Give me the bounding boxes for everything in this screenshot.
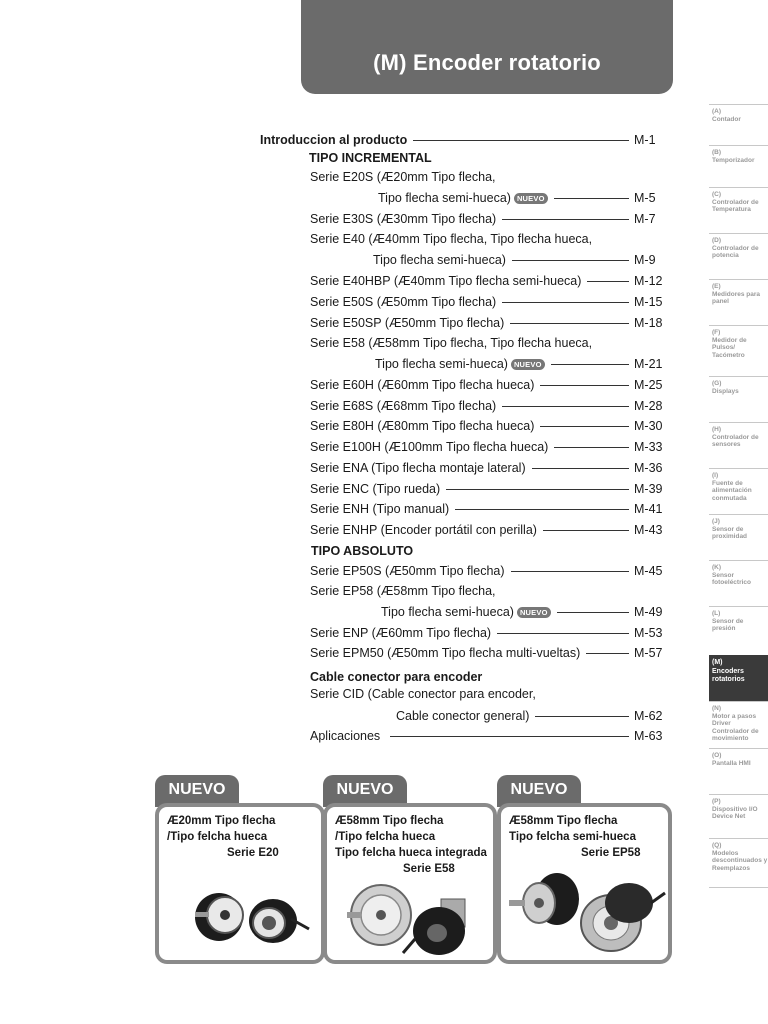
toc-entry-e20s[interactable] (378, 189, 668, 207)
toc-entry-e68s[interactable] (310, 397, 668, 415)
toc-page-number: M-15 (634, 295, 663, 309)
sidebar-tab-n[interactable] (709, 701, 768, 748)
sidebar-tab-code: (A) (712, 108, 722, 115)
card-tab-new: NUEVO (155, 775, 239, 807)
leader-line (532, 468, 629, 469)
leader-line (551, 364, 629, 365)
toc-entry-e50sp[interactable] (310, 314, 668, 332)
toc-entry-enh[interactable] (310, 500, 668, 518)
sidebar-tab-label: Medidor de Pulsos/ Tacómetro (712, 336, 747, 359)
sidebar-tab-q[interactable] (709, 838, 768, 888)
toc-entry-label: Serie E60H (Æ60mm Tipo flecha hueca) (310, 378, 535, 392)
toc-page-number: M-49 (634, 605, 663, 619)
sidebar-tab-label: Pantalla HMI (712, 759, 751, 767)
sidebar-tab-label: Controlador de potencia (712, 244, 759, 259)
leader-line (587, 281, 629, 282)
new-badge: NUEVO (511, 359, 545, 370)
encoder-ep58-image (507, 867, 667, 957)
chapter-title: (M) Encoder rotatorio (373, 50, 601, 75)
sidebar-tab-code: (L) (712, 610, 721, 617)
sidebar-tab-p[interactable] (709, 794, 768, 838)
toc-entry-label: Serie E100H (Æ100mm Tipo flecha hueca) (310, 440, 549, 454)
toc-entry-label: Serie EP50S (Æ50mm Tipo flecha) (310, 564, 505, 578)
toc-entry-ep50s[interactable] (310, 562, 668, 580)
toc-entry-label: Serie E50S (Æ50mm Tipo flecha) (310, 295, 497, 309)
toc-entry-label: Serie EPM50 (Æ50mm Tipo flecha multi-vueltas) (310, 646, 581, 660)
toc-page-number: M-45 (634, 564, 663, 578)
toc-entry-label: Serie ENA (Tipo flecha montaje lateral) (310, 461, 526, 475)
card-line: /Tipo felcha hueca (167, 831, 268, 843)
product-card-ep58[interactable] (497, 803, 672, 964)
toc-entry-label: Cable conector general) (396, 709, 530, 723)
new-badge: NUEVO (514, 193, 548, 204)
sidebar-tab-h[interactable] (709, 422, 768, 468)
toc-entry-line: Serie CID (Cable conector para encoder, (310, 687, 536, 701)
toc-entry-label: Serie E80H (Æ80mm Tipo flecha hueca) (310, 419, 535, 433)
sidebar-tab-code: (E) (712, 283, 721, 290)
leader-line (554, 447, 629, 448)
toc-page-number: M-7 (634, 212, 656, 226)
sidebar-tab-label: Modelos descontinuados y Reemplazos (712, 849, 768, 872)
leader-line (510, 323, 629, 324)
sidebar-tab-code: (J) (712, 518, 720, 525)
sidebar-tab-code: (H) (712, 426, 722, 433)
toc-entry-e40hbp[interactable] (310, 272, 668, 290)
leader-line (557, 612, 629, 613)
card-series: Serie E58 (403, 863, 455, 875)
toc-entry-label: Serie ENHP (Encoder portátil con perilla) (310, 523, 537, 537)
toc-entry-epm50[interactable] (310, 644, 668, 662)
toc-entry-label: Serie E30S (Æ30mm Tipo flecha) (310, 212, 497, 226)
toc-entry-enc[interactable] (310, 480, 668, 498)
card-series: Serie E20 (227, 847, 279, 859)
sidebar-tab-m[interactable] (709, 655, 768, 701)
sidebar-tab-code: (P) (712, 798, 721, 805)
product-card-e20[interactable] (155, 803, 325, 964)
sidebar-tab-label: Temporizador (712, 156, 755, 164)
toc-page-number: M-57 (634, 646, 663, 660)
sidebar-tab-code: (G) (712, 380, 722, 387)
sidebar-tab-a[interactable] (709, 104, 768, 145)
sidebar-tab-code: (I) (712, 472, 719, 479)
section-heading-absolute: TIPO ABSOLUTO (311, 544, 414, 558)
leader-line (554, 198, 629, 199)
sidebar-tab-b[interactable] (709, 145, 768, 187)
sidebar-tab-code: (B) (712, 149, 722, 156)
toc-entry-e40[interactable] (373, 251, 668, 269)
toc-page-number: M-36 (634, 461, 663, 475)
sidebar-tab-code: (Q) (712, 842, 722, 849)
sidebar-tab-l[interactable] (709, 606, 768, 655)
toc-entry-enp[interactable] (310, 624, 668, 642)
card-tab-new: NUEVO (323, 775, 407, 807)
sidebar-tab-label: Contador (712, 115, 741, 123)
sidebar-tab-i[interactable] (709, 468, 768, 514)
toc-entry-label: Serie ENC (Tipo rueda) (310, 482, 441, 496)
toc-entry-label: Serie ENH (Tipo manual) (310, 502, 450, 516)
toc-entry-label: Serie ENP (Æ60mm Tipo flecha) (310, 626, 492, 640)
card-line: Æ58mm Tipo flecha (335, 815, 444, 827)
toc-page-number: M-28 (634, 399, 663, 413)
toc-page-number: M-12 (634, 274, 663, 288)
toc-entry-ena[interactable] (310, 459, 668, 477)
leader-line (497, 633, 629, 634)
sidebar-tab-code: (K) (712, 564, 722, 571)
toc-page-number: M-25 (634, 378, 663, 392)
card-line: Tipo felcha hueca integrada (335, 847, 487, 859)
toc-page-number: M-53 (634, 626, 663, 640)
toc-entry-label: Aplicaciones (310, 729, 381, 743)
product-card-e58[interactable] (323, 803, 497, 964)
sidebar-tab-label: Dispositivo I/O Device Net (712, 805, 758, 820)
toc-page-number: M-43 (634, 523, 663, 537)
sidebar-tab-code: (D) (712, 237, 722, 244)
toc-entry-label: Tipo flecha semi-hueca) (381, 605, 514, 619)
sidebar-tab-c[interactable] (709, 187, 768, 233)
toc-entry-e100h[interactable] (310, 438, 668, 456)
toc-entry-e50s[interactable] (310, 293, 668, 311)
sidebar-tab-o[interactable] (709, 748, 768, 794)
sidebar-tab-j[interactable] (709, 514, 768, 560)
sidebar-tab-label: Encoders rotatorios (712, 667, 745, 683)
sidebar-tab-code: (F) (712, 329, 721, 336)
toc-entry-label: Introduccion al producto (260, 133, 408, 147)
toc-page-number: M-21 (634, 357, 663, 371)
sidebar-tab-k[interactable] (709, 560, 768, 606)
leader-line (502, 406, 629, 407)
leader-line (502, 219, 629, 220)
sidebar-tab-label: Displays (712, 387, 739, 395)
toc-entry-e30s[interactable] (310, 210, 668, 228)
sidebar-tab-code: (M) (712, 659, 723, 666)
sidebar-tab-f[interactable] (709, 325, 768, 376)
toc-entry-line: Serie E40 (Æ40mm Tipo flecha, Tipo flecha hueca, (310, 232, 593, 246)
sidebar-tab-code: (C) (712, 191, 722, 198)
toc-page-number: M-1 (634, 133, 656, 147)
leader-line (535, 716, 629, 717)
encoder-e58-image (341, 879, 487, 957)
leader-line (511, 571, 629, 572)
toc-entry-label: Serie E50SP (Æ50mm Tipo flecha) (310, 316, 505, 330)
toc-page-number: M-39 (634, 482, 663, 496)
sidebar-tab-label: Controlador de sensores (712, 433, 759, 448)
toc-entry-label: Tipo flecha semi-hueca) (378, 191, 511, 205)
sidebar-tab-d[interactable] (709, 233, 768, 279)
toc-entry-line: Serie EP58 (Æ58mm Tipo flecha, (310, 584, 496, 598)
toc-entry-label: Serie E68S (Æ68mm Tipo flecha) (310, 399, 497, 413)
card-line: Tipo felcha semi-hueca (509, 831, 636, 843)
toc-page-number: M-30 (634, 419, 663, 433)
toc-entry-line: Serie E58 (Æ58mm Tipo flecha, Tipo flecha hueca, (310, 336, 593, 350)
section-heading-incremental: TIPO INCREMENTAL (309, 151, 432, 165)
toc-page-number: M-9 (634, 253, 656, 267)
sidebar-tab-label: Sensor de proximidad (712, 525, 748, 540)
card-line: Æ20mm Tipo flecha (167, 815, 276, 827)
toc-page-number: M-18 (634, 316, 663, 330)
sidebar-tab-label: Controlador de Temperatura (712, 198, 759, 213)
sidebar-tab-e[interactable] (709, 279, 768, 325)
toc-page-number: M-62 (634, 709, 663, 723)
toc-entry-cid[interactable] (396, 707, 668, 725)
toc-entry-e58[interactable] (375, 355, 668, 373)
card-line: Æ58mm Tipo flecha (509, 815, 618, 827)
encoder-e20-image (181, 879, 311, 949)
toc-entry-label: Tipo flecha semi-hueca) (373, 253, 506, 267)
leader-line (543, 530, 629, 531)
toc-page-number: M-33 (634, 440, 663, 454)
sidebar-tab-label: Fuente de alimentación conmutada (712, 479, 752, 502)
toc-entry-ep58[interactable] (381, 603, 668, 621)
sidebar-tab-label: Medidores para panel (712, 290, 761, 305)
toc-entry-label: Serie E40HBP (Æ40mm Tipo flecha semi-hueca) (310, 274, 582, 288)
sidebar-tab-code: (O) (712, 752, 722, 759)
new-badge: NUEVO (517, 607, 551, 618)
leader-line (512, 260, 629, 261)
toc-entry-label: Tipo flecha semi-hueca) (375, 357, 508, 371)
sidebar-tab-label: Motor a pasos Driver Controlador de movimiento (712, 712, 759, 742)
toc-entry-intro[interactable] (260, 131, 668, 149)
card-tab-new: NUEVO (497, 775, 581, 807)
toc-entry-aplicaciones[interactable] (310, 727, 668, 745)
section-heading-cable: Cable conector para encoder (310, 670, 483, 684)
leader-line (413, 140, 629, 141)
toc-entry-line: Serie E20S (Æ20mm Tipo flecha, (310, 170, 496, 184)
toc-page-number: M-5 (634, 191, 656, 205)
card-series: Serie EP58 (581, 847, 641, 859)
toc-page-number: M-63 (634, 729, 663, 743)
toc-page-number: M-41 (634, 502, 663, 516)
sidebar-tab-g[interactable] (709, 376, 768, 422)
leader-line (446, 489, 629, 490)
sidebar-tab-label: Sensor de presión (712, 617, 744, 632)
card-line: /Tipo felcha hueca (335, 831, 436, 843)
leader-line (455, 509, 629, 510)
leader-line (540, 385, 629, 386)
leader-line (390, 736, 629, 737)
sidebar-tab-code: (N) (712, 705, 722, 712)
sidebar-tab-label: Sensor fotoeléctrico (712, 571, 752, 586)
leader-line (502, 302, 629, 303)
toc-entry-enhp[interactable] (310, 521, 668, 539)
leader-line (586, 653, 629, 654)
toc-entry-e80h[interactable] (310, 417, 668, 435)
toc-entry-e60h[interactable] (310, 376, 668, 394)
leader-line (540, 426, 629, 427)
